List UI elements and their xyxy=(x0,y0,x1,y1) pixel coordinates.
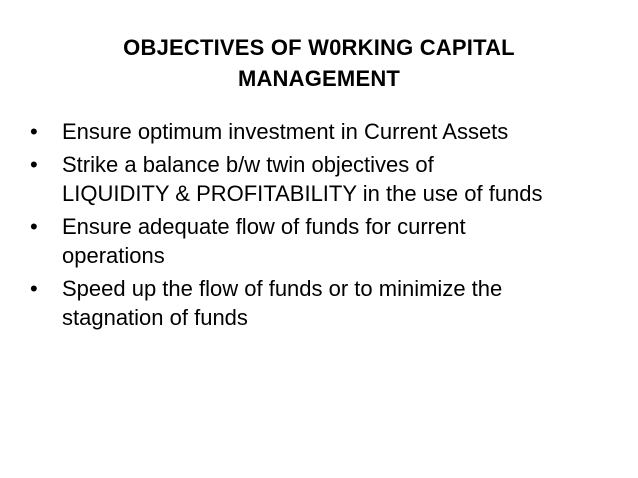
bullet-line: Strike a balance b/w twin objectives of xyxy=(62,152,434,177)
bullet-text xyxy=(62,150,620,208)
title-line-1: OBJECTIVES OF W0RKING CAPITAL xyxy=(123,35,515,60)
bullet-icon: • xyxy=(30,214,38,239)
bullet-line: Speed up the flow of funds or to minimize the xyxy=(62,276,503,301)
bullet-icon: • xyxy=(30,152,38,177)
bullet-line: Ensure adequate flow of funds for current xyxy=(62,214,466,239)
bullet-item-speed-up-flow xyxy=(30,274,620,332)
bullet-item-balance-objectives xyxy=(30,150,620,208)
bullet-line: Ensure optimum investment in Current Assets xyxy=(62,119,509,144)
bullet-icon: • xyxy=(30,119,38,144)
bullet-item-adequate-flow xyxy=(30,212,620,270)
bullet-text xyxy=(62,212,620,270)
bullet-line: operations xyxy=(62,243,165,268)
bullet-line: LIQUIDITY & PROFITABILITY in the use of funds xyxy=(62,181,543,206)
bullet-text xyxy=(62,274,620,332)
bullet-item-optimum-investment xyxy=(30,117,620,146)
bullet-text xyxy=(62,117,620,146)
bullet-list xyxy=(30,117,620,336)
slide-title xyxy=(40,32,598,94)
bullet-icon: • xyxy=(30,276,38,301)
title-line-2: MANAGEMENT xyxy=(237,66,401,91)
bullet-line: stagnation of funds xyxy=(62,305,248,330)
